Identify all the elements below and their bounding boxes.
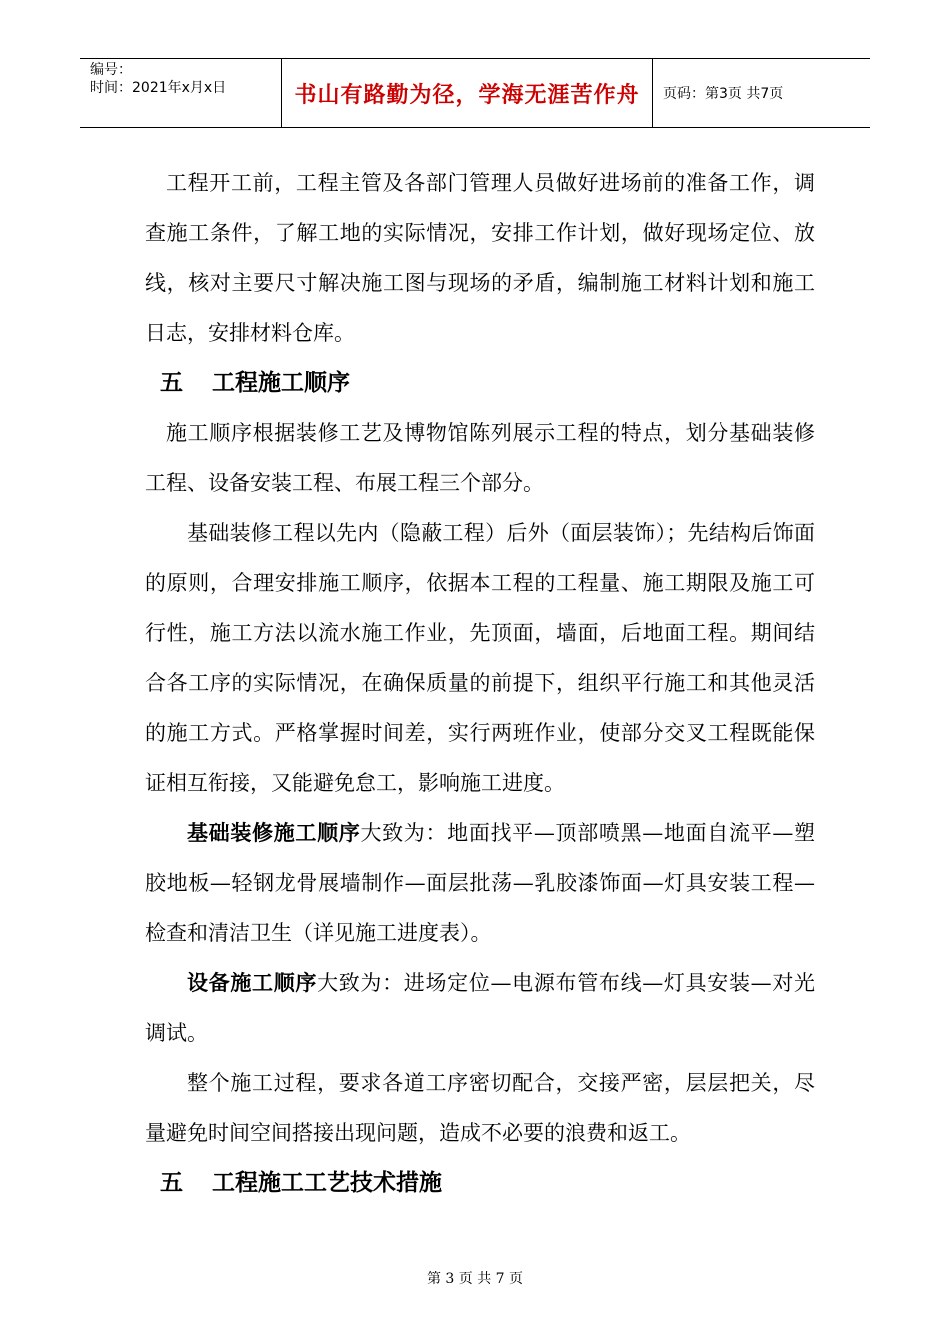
paragraph-basic-sequence <box>145 808 815 958</box>
page-header <box>80 58 870 128</box>
document-body <box>145 158 815 1208</box>
section-title: 工程施工顺序 <box>212 370 350 396</box>
equipment-sequence-keyword: 设备施工顺序 <box>187 971 318 995</box>
header-left-cell <box>80 59 281 127</box>
time-label: 时间：2021年x月x日 <box>90 80 227 96</box>
equipment-sequence-text: 大致为：进场定位—电源布管布线—灯具安装—对光调试。 <box>145 971 816 1045</box>
paragraph-order-overview: 施工顺序根据装修工艺及博物馆陈列展示工程的特点，划分基础装修工程、设备安装工程、布展工程三个部分。 <box>145 421 815 495</box>
section-number: 五 <box>160 1170 183 1196</box>
paragraph-preparation: 工程开工前，工程主管及各部门管理人员做好进场前的准备工作，调查施工条件，了解工地的实际情况，安排工作计划，做好现场定位、放线，核对主要尺寸解决施工图与现场的矛盾，编制施工材料计划和施工日志，安排材料仓库。 <box>145 171 815 345</box>
paragraph-basic-decoration: 基础装修工程以先内（隐蔽工程）后外（面层装饰）；先结构后饰面的原则，合理安排施工顺序，依据本工程的工程量、施工期限及施工可行性，施工方法以流水施工作业，先顶面，墙面，后地面工程。期间结合各工序的实际情况，在确保质量的前提下，组织平行施工和其他灵活的施工方式。严格掌握时间差，实行两班作业，使部分交叉工程既能保证相互衔接，又能避免怠工，影响施工进度。 <box>145 521 815 795</box>
basic-sequence-keyword: 基础装修施工顺序 <box>187 821 361 845</box>
section-heading-technical-measures <box>145 1158 815 1208</box>
header-page-cell <box>653 59 870 127</box>
section-number: 五 <box>160 370 183 396</box>
code-label: 编号： <box>90 62 132 78</box>
page-info: 页码：第3页 共7页 <box>663 86 784 102</box>
basic-sequence-text: 大致为：地面找平—顶部喷黑—地面自流平—塑胶地板—轻钢龙骨展墙制作—面层批荡—乳胶漆饰面—灯具安装工程—检查和清洁卫生（详见施工进度表）。 <box>145 821 816 945</box>
paragraph-equipment-sequence <box>145 958 815 1058</box>
section-title: 工程施工工艺技术措施 <box>212 1170 442 1196</box>
page-footer: 第 3 页 共 7 页 <box>426 1271 524 1287</box>
section-heading-construction-order <box>145 358 815 408</box>
header-motto-cell <box>281 59 653 127</box>
motto: 书山有路勤为径，学海无涯苦作舟 <box>294 82 640 108</box>
paragraph-coordination: 整个施工过程，要求各道工序密切配合，交接严密，层层把关，尽量避免时间空间搭接出现问题，造成不必要的浪费和返工。 <box>145 1071 815 1145</box>
